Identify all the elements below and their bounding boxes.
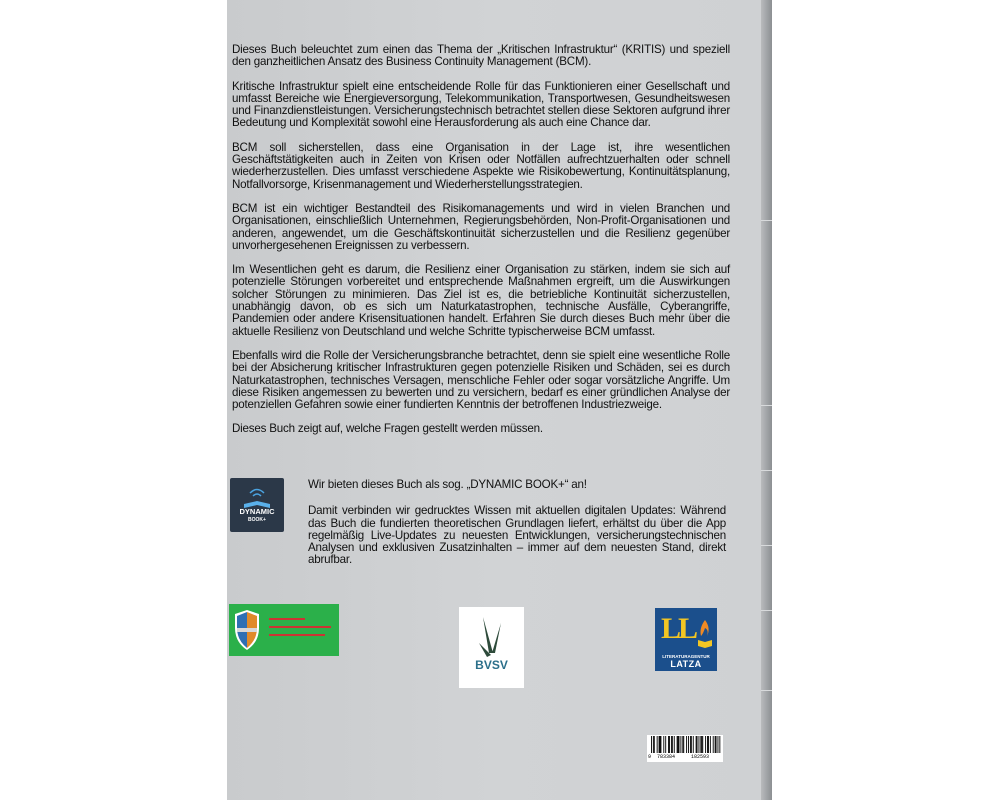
blurb-text bbox=[232, 44, 730, 448]
barcode-digit-prefix: 9 bbox=[648, 754, 652, 760]
flame-book-icon bbox=[697, 618, 713, 648]
latza-initials: LL bbox=[661, 612, 696, 645]
dynamic-book-intro: Wir bieten dieses Buch als sog. „DYNAMIC BOOK+“ an! bbox=[308, 478, 587, 491]
shield-icon bbox=[233, 610, 261, 650]
paragraph: BCM ist ein wichtiger Bestandteil des Risikomanagements und wird in vielen Branchen und Organisationen, einschließlich Unternehmen, Regierungsbehörden, Non-Profit-Organisationen und anderen, angewendet, um die Geschäftskontinuität sicherzustellen und die Resilienz gegenüber unvorhergesehenen Ereignissen zu verbessern. bbox=[232, 201, 730, 252]
paragraph: Ebenfalls wird die Rolle der Versicherungsbranche betrachtet, denn sie spielt eine wesentliche Rolle bei der Absicherung kritischer Infrastrukturen gegen potenzielle Risiken und Schäden, sei es durch Naturkatastrophen, technisches Versagen, menschliche Fehler oder sogar vorsätzliche Angriffe. Um diese Risiken angemessen zu bewerten und zu versichern, bedarf es einer gründlichen Analyse der potenziellen Gefahren sowie einer fundierten Kenntnis der betroffenen Industriezweige. bbox=[232, 348, 730, 412]
dynamic-book-text bbox=[308, 479, 726, 567]
isbn-barcode bbox=[647, 735, 723, 762]
kritis-logo bbox=[229, 604, 339, 656]
bvsv-emblem-icon bbox=[459, 613, 524, 663]
dynamic-book-logo bbox=[230, 478, 284, 532]
bvsv-logo bbox=[459, 607, 524, 688]
barcode-bars bbox=[647, 735, 723, 755]
latza-logo bbox=[655, 608, 717, 671]
barcode-digit-group2: 182593 bbox=[691, 754, 710, 760]
latza-line1: LITERATURAGENTUR bbox=[662, 654, 710, 659]
latza-line2: LATZA bbox=[670, 659, 702, 669]
barcode-digit-group1: 783384 bbox=[657, 754, 676, 760]
dynamic-book-icon bbox=[230, 478, 284, 532]
paragraph: Dieses Buch beleuchtet zum einen das Thema der „Kritischen Infrastruktur“ (KRITIS) und speziell den ganzheitlichen Ansatz des Business Continuity Management (BCM). bbox=[232, 43, 730, 69]
paragraph: BCM soll sicherstellen, dass eine Organisation in der Lage ist, ihre wesentlichen Geschäftstätigkeiten auch in Zeiten von Krisen oder Notfällen aufrechtzuerhalten oder schnell wiederherzustellen. Dies umfasst verschiedene Aspekte wie Risikobewertung, Kontinuitätsplanung, Notfallvorsorge, Krisenmanagement und Wiederherstellungsstrategien. bbox=[232, 140, 730, 191]
svg-text:BOOK+: BOOK+ bbox=[248, 517, 266, 523]
paragraph: Im Wesentlichen geht es darum, die Resilienz einer Organisation zu stärken, indem sie sich auf potenzielle Störungen vorbereitet und entsprechende Maßnahmen ergreift, um die Auswirkungen solcher Störungen zu minimieren. Das Ziel ist es, die betriebliche Kontinuität sicherzustellen, unabhängig davon, ob es sich um Naturkatastrophen, technische Ausfälle, Cyberangriffe, Pandemien oder andere Krisensituationen handelt. Erfahren Sie durch dieses Buch mehr über die aktuelle Resilienz von Deutschland und welche Schritte typischerweise BCM umfasst. bbox=[232, 263, 730, 338]
paragraph: Dieses Buch zeigt auf, welche Fragen gestellt werden müssen. bbox=[232, 422, 543, 436]
paragraph: Kritische Infrastruktur spielt eine entscheidende Rolle für das Funktionieren einer Gesellschaft und umfasst Bereiche wie Energieversorgung, Telekommunikation, Transportwesen, Gesundheitswesen und Finanzdienstleistungen. Versicherungstechnisch betrachtet stellen diese Sektoren aufgrund ihrer Bedeutung und Komplexität sowohl eine Herausforderung als auch eine Chance dar. bbox=[232, 79, 730, 130]
dynamic-book-description: Damit verbinden wir gedrucktes Wissen mit aktuellen digitalen Updates: Während das Buch die fundierten theoretischen Grundlagen liefert, erhältst du über die App regelmäßig Live-Updates zu neuesten Entwicklungen, versicherungstechnischen Analysen und exklusiven Zusatzinhalten – immer auf dem neuesten Stand, direkt abrufbar. bbox=[308, 504, 726, 567]
book-spine bbox=[761, 0, 772, 800]
bvsv-name: BVSV bbox=[475, 658, 508, 672]
svg-text:DYNAMIC: DYNAMIC bbox=[239, 507, 275, 516]
